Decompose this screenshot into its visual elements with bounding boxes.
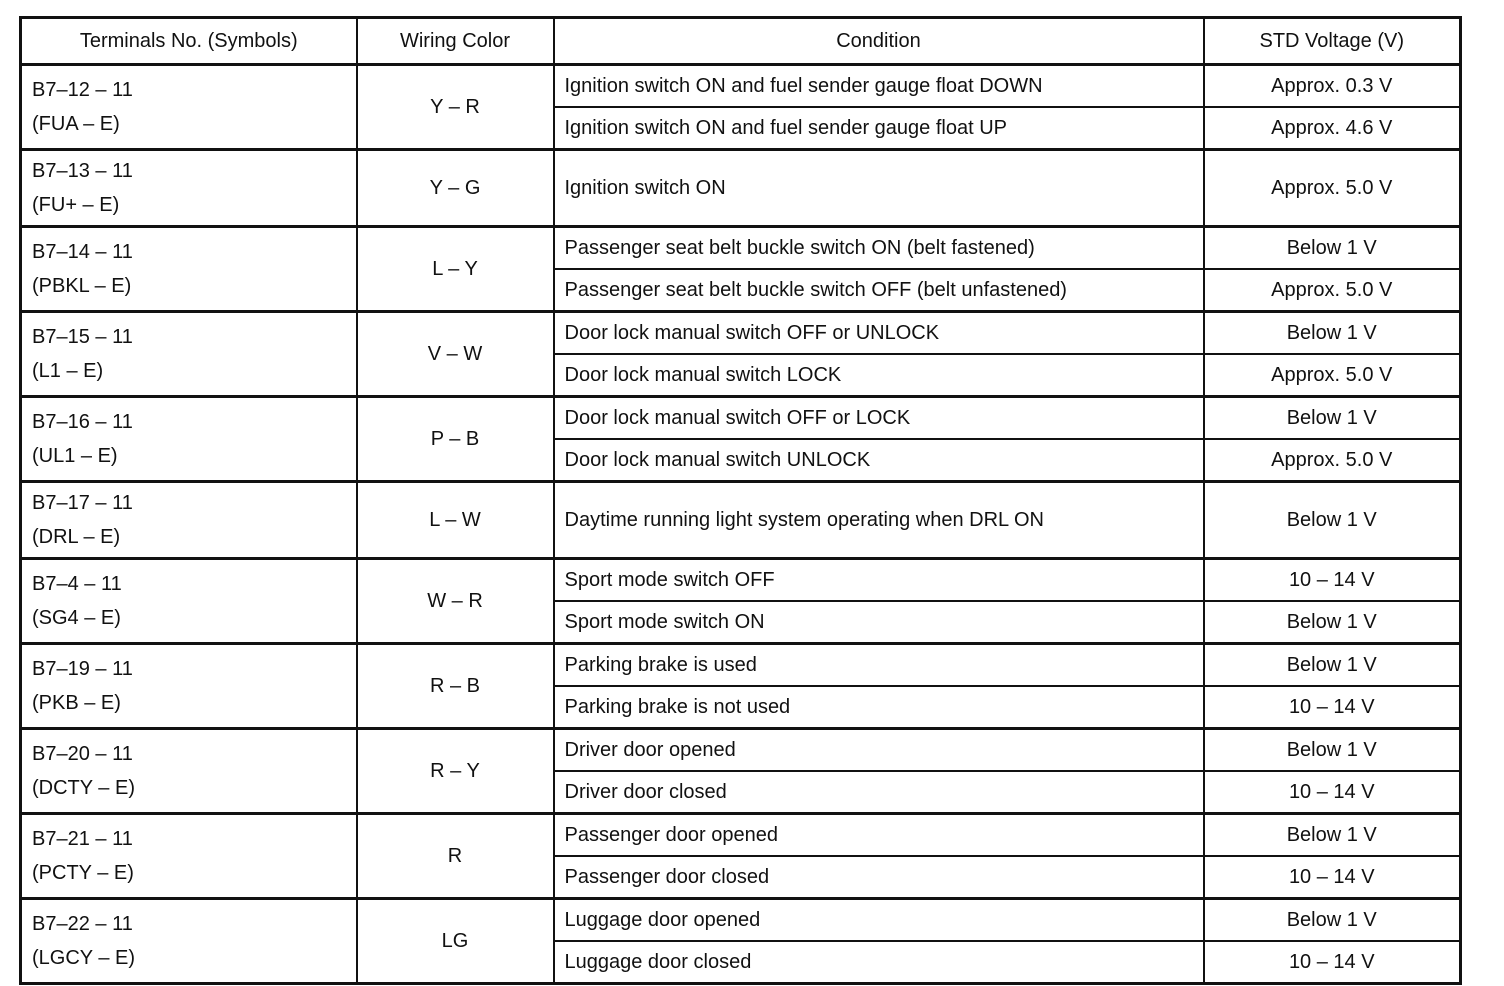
condition-cell: Luggage door closed — [554, 941, 1204, 984]
std-voltage-cell: Below 1 V — [1204, 729, 1461, 772]
terminal-cell — [21, 814, 357, 899]
wiring-color-cell: V – W — [357, 312, 554, 397]
terminal-number: B7–21 – 11 — [32, 828, 133, 850]
terminal-symbol: (SG4 – E) — [32, 607, 121, 629]
std-voltage-cell: Below 1 V — [1204, 814, 1461, 857]
table-row — [21, 397, 1461, 440]
terminal-cell — [21, 899, 357, 984]
terminal-symbol: (PBKL – E) — [32, 275, 132, 297]
header-terminal: Terminals No. (Symbols) — [21, 18, 357, 65]
wiring-color-cell: R – Y — [357, 729, 554, 814]
condition-cell: Ignition switch ON and fuel sender gauge float DOWN — [554, 65, 1204, 108]
header-condition: Condition — [554, 18, 1204, 65]
table-row — [21, 312, 1461, 355]
condition-cell: Door lock manual switch OFF or UNLOCK — [554, 312, 1204, 355]
std-voltage-cell: Approx. 5.0 V — [1204, 150, 1461, 227]
wiring-color-cell: L – W — [357, 482, 554, 559]
condition-cell: Sport mode switch ON — [554, 601, 1204, 644]
terminal-number: B7–4 – 11 — [32, 573, 122, 595]
table-row — [21, 559, 1461, 602]
std-voltage-cell: 10 – 14 V — [1204, 559, 1461, 602]
terminal-symbol: (UL1 – E) — [32, 445, 118, 467]
condition-cell: Daytime running light system operating when DRL ON — [554, 482, 1204, 559]
table-row — [21, 729, 1461, 772]
header-wiring-color: Wiring Color — [357, 18, 554, 65]
condition-cell: Door lock manual switch UNLOCK — [554, 439, 1204, 482]
terminal-symbol: (FUA – E) — [32, 113, 120, 135]
condition-cell: Luggage door opened — [554, 899, 1204, 942]
table-row — [21, 65, 1461, 108]
std-voltage-cell: Approx. 4.6 V — [1204, 107, 1461, 150]
condition-cell: Ignition switch ON and fuel sender gauge float UP — [554, 107, 1204, 150]
terminal-cell — [21, 312, 357, 397]
terminal-cell — [21, 644, 357, 729]
condition-cell: Parking brake is used — [554, 644, 1204, 687]
terminal-symbol: (LGCY – E) — [32, 947, 135, 969]
std-voltage-cell: 10 – 14 V — [1204, 856, 1461, 899]
terminal-symbol: (PKB – E) — [32, 692, 121, 714]
std-voltage-cell: 10 – 14 V — [1204, 686, 1461, 729]
header-std-voltage: STD Voltage (V) — [1204, 18, 1461, 65]
std-voltage-cell: Below 1 V — [1204, 899, 1461, 942]
condition-cell: Driver door closed — [554, 771, 1204, 814]
terminal-symbol: (L1 – E) — [32, 360, 104, 382]
terminal-cell — [21, 482, 357, 559]
terminal-number: B7–17 – 11 — [32, 492, 133, 514]
std-voltage-cell: Approx. 5.0 V — [1204, 439, 1461, 482]
condition-cell: Driver door opened — [554, 729, 1204, 772]
condition-cell: Passenger seat belt buckle switch ON (belt fastened) — [554, 227, 1204, 270]
std-voltage-cell: Below 1 V — [1204, 601, 1461, 644]
condition-cell: Passenger seat belt buckle switch OFF (belt unfastened) — [554, 269, 1204, 312]
terminal-cell — [21, 65, 357, 150]
wiring-color-cell: Y – R — [357, 65, 554, 150]
header-row — [21, 18, 1461, 65]
table-row — [21, 899, 1461, 942]
condition-cell: Door lock manual switch LOCK — [554, 354, 1204, 397]
terminal-number: B7–16 – 11 — [32, 411, 133, 433]
terminal-voltage-table — [19, 16, 1462, 985]
table-row — [21, 814, 1461, 857]
condition-cell: Parking brake is not used — [554, 686, 1204, 729]
table-row — [21, 227, 1461, 270]
table-body — [21, 65, 1461, 984]
table-row — [21, 482, 1461, 559]
table-row — [21, 150, 1461, 227]
condition-cell: Passenger door opened — [554, 814, 1204, 857]
condition-cell: Passenger door closed — [554, 856, 1204, 899]
terminal-number: B7–15 – 11 — [32, 326, 133, 348]
terminal-cell — [21, 559, 357, 644]
std-voltage-cell: Below 1 V — [1204, 312, 1461, 355]
wiring-color-cell: Y – G — [357, 150, 554, 227]
std-voltage-cell: 10 – 14 V — [1204, 771, 1461, 814]
wiring-color-cell: W – R — [357, 559, 554, 644]
std-voltage-cell: Below 1 V — [1204, 482, 1461, 559]
wiring-color-cell: R — [357, 814, 554, 899]
std-voltage-cell: Below 1 V — [1204, 644, 1461, 687]
terminal-symbol: (DRL – E) — [32, 526, 121, 548]
terminal-number: B7–19 – 11 — [32, 658, 133, 680]
terminal-number: B7–14 – 11 — [32, 241, 133, 263]
std-voltage-cell: Below 1 V — [1204, 227, 1461, 270]
terminal-number: B7–22 – 11 — [32, 913, 133, 935]
terminal-number: B7–13 – 11 — [32, 160, 133, 182]
wiring-color-cell: LG — [357, 899, 554, 984]
wiring-color-cell: P – B — [357, 397, 554, 482]
terminal-cell — [21, 729, 357, 814]
condition-cell: Sport mode switch OFF — [554, 559, 1204, 602]
table-row — [21, 644, 1461, 687]
wiring-color-cell: L – Y — [357, 227, 554, 312]
condition-cell: Ignition switch ON — [554, 150, 1204, 227]
std-voltage-cell: Approx. 5.0 V — [1204, 269, 1461, 312]
terminal-symbol: (DCTY – E) — [32, 777, 135, 799]
terminal-number: B7–20 – 11 — [32, 743, 133, 765]
terminal-cell — [21, 397, 357, 482]
terminal-number: B7–12 – 11 — [32, 79, 133, 101]
terminal-cell — [21, 150, 357, 227]
wiring-color-cell: R – B — [357, 644, 554, 729]
terminal-cell — [21, 227, 357, 312]
condition-cell: Door lock manual switch OFF or LOCK — [554, 397, 1204, 440]
std-voltage-cell: Approx. 0.3 V — [1204, 65, 1461, 108]
std-voltage-cell: Approx. 5.0 V — [1204, 354, 1461, 397]
std-voltage-cell: Below 1 V — [1204, 397, 1461, 440]
terminal-symbol: (PCTY – E) — [32, 862, 134, 884]
terminal-symbol: (FU+ – E) — [32, 194, 120, 216]
std-voltage-cell: 10 – 14 V — [1204, 941, 1461, 984]
